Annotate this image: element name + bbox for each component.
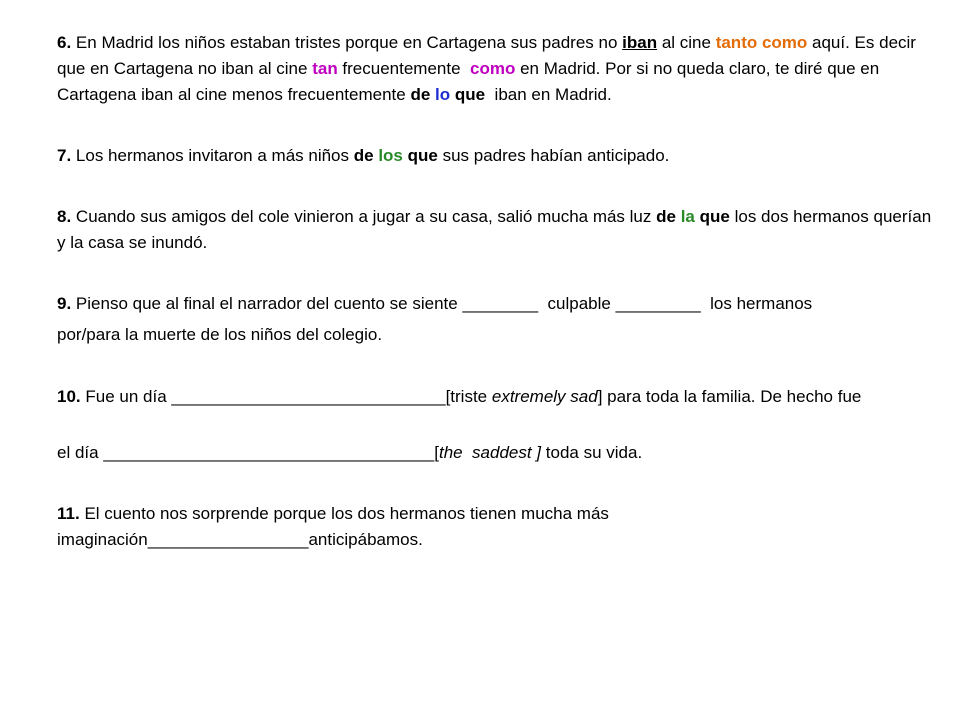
item-9-text: culpable — [538, 294, 616, 313]
item-7-text: Los hermanos invitaron a más niños — [75, 146, 354, 165]
item-7-que: que — [407, 146, 438, 165]
item-11-text: anticipábamos. — [308, 530, 423, 549]
item-10-text: [triste — [445, 387, 492, 406]
item-11-paragraph — [57, 501, 937, 553]
item-10-blank-1: _____________________________ — [171, 387, 446, 406]
item-6-que: que — [454, 85, 486, 104]
item-6-number: 6. — [57, 33, 72, 52]
item-9-text: los hermanos — [700, 294, 813, 313]
item-10-number: 10. — [57, 387, 81, 406]
item-6-text: al cine — [657, 33, 716, 52]
item-9-line-2: por/para la muerte de los niños del colegio. — [57, 325, 383, 344]
item-10-line-1 — [57, 384, 937, 410]
item-6-text: frecuentemente — [337, 59, 471, 78]
item-10-blank-2: ___________________________________ — [103, 443, 435, 462]
item-9-number: 9. — [57, 294, 72, 313]
item-8-text: los dos hermanos querían y la casa se inundó. — [57, 207, 932, 252]
item-6-tanto-como: tanto como — [715, 33, 808, 52]
item-9-text: Pienso que al final el narrador del cuento se siente — [75, 294, 463, 313]
item-10-text: ] para toda la familia. De hecho fue — [597, 387, 862, 406]
item-8-que: que — [699, 207, 730, 226]
item-6-text: aquí. Es decir que en Cartagena no iban al cine — [57, 33, 916, 78]
item-10-text: [ — [434, 443, 439, 462]
item-11-blank: _________________ — [147, 530, 309, 549]
item-10-line-2 — [57, 440, 937, 466]
item-8-la: la — [680, 207, 695, 226]
item-6-tan: tan — [312, 59, 338, 78]
item-10-hint-1: extremely sad — [491, 387, 598, 406]
item-6-paragraph — [57, 30, 937, 108]
item-7-text: sus padres habían anticipado. — [437, 146, 670, 165]
item-7-paragraph — [57, 143, 937, 169]
item-11-number: 11. — [57, 504, 80, 523]
item-9-line-1 — [57, 291, 937, 317]
item-6-text: en Madrid. Por si no queda claro, te diré que en Cartagena iban al cine menos frecuentemente — [57, 59, 880, 104]
item-8-de: de — [656, 207, 676, 226]
item-8-paragraph — [57, 204, 937, 256]
item-10-hint-2: the saddest ] — [438, 443, 542, 462]
item-7-number: 7. — [57, 146, 72, 165]
item-9-blank-2: _________ — [615, 294, 701, 313]
item-6-text: En Madrid los niños estaban tristes porque en Cartagena sus padres no — [75, 33, 623, 52]
item-6-de: de — [410, 85, 431, 104]
item-7-de: de — [353, 146, 374, 165]
item-10-text: toda su vida. — [541, 443, 643, 462]
item-8-number: 8. — [57, 207, 72, 226]
item-6-text: iban en Madrid. — [485, 85, 612, 104]
item-9-blank-1: ________ — [462, 294, 539, 313]
item-6-lo: lo — [435, 85, 451, 104]
item-7-los: los — [378, 146, 403, 165]
item-10-text: Fue un día — [85, 387, 172, 406]
item-10-text: el día — [57, 443, 104, 462]
item-11-text: El cuento nos sorprende porque los dos hermanos tienen mucha más imaginación — [57, 504, 609, 549]
item-6-iban: iban — [622, 33, 658, 52]
item-6-como: como — [470, 59, 516, 78]
item-8-text: Cuando sus amigos del cole vinieron a jugar a su casa, salió mucha más luz — [75, 207, 657, 226]
